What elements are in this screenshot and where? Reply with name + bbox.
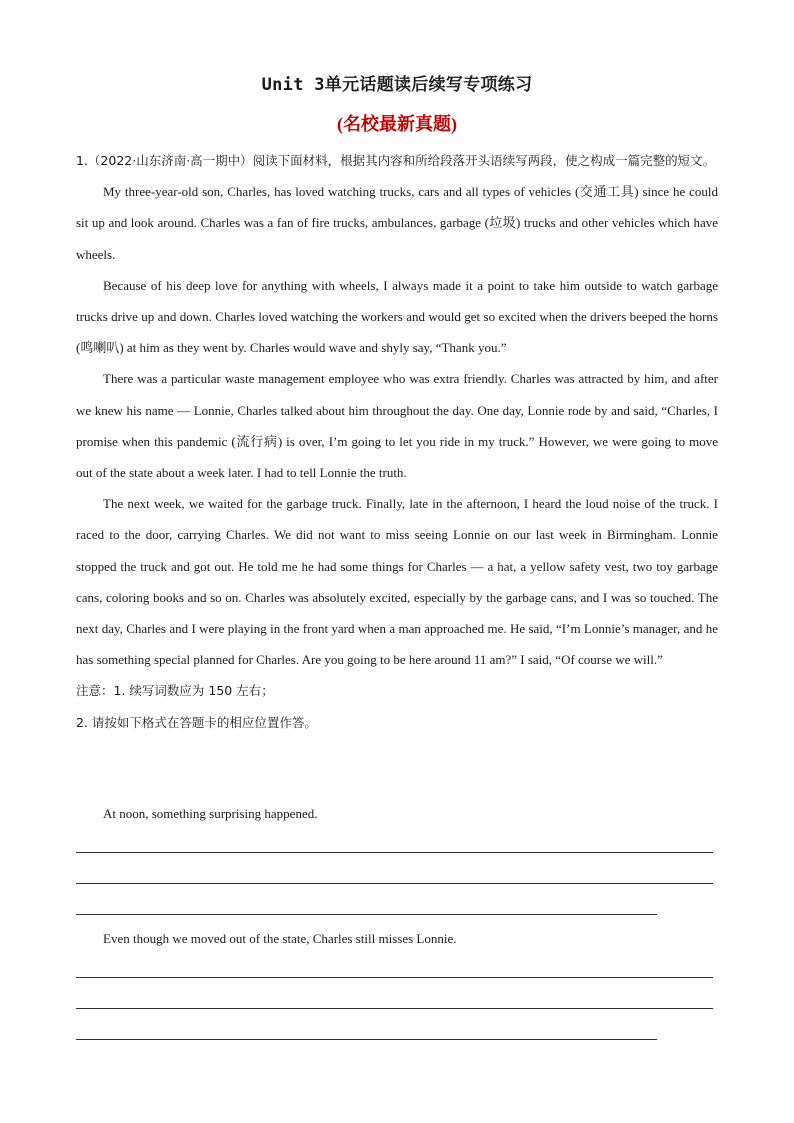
question-body: [76, 145, 718, 738]
passage-paragraph-2: Because of his deep love for anything with wheels, I always made it a point to take him outside to watch garbage trucks drive up and down. Charles loved watching the workers and would get so excited when the drivers beeped the horns (鸣喇叭) at him as they went by. Charles would wave and shyly say, “Thank you.”: [76, 277, 718, 356]
continuation-prompt-1: At noon, something surprising happened.: [103, 806, 318, 821]
note-1: 注意：1. 续写词数应为 150 左右；: [76, 683, 274, 699]
answer-line[interactable]: [76, 1008, 713, 1009]
continuation-prompt-2: Even though we moved out of the state, Charles still misses Lonnie.: [103, 931, 457, 946]
note-2: 2. 请按如下格式在答题卡的相应位置作答。: [76, 714, 317, 730]
passage-paragraph-1: My three-year-old son, Charles, has loved watching trucks, cars and all types of vehicles (交通工具) since he could sit up and look around. Charles was a fan of fire trucks, ambulances, garbage (垃圾) trucks and other vehicles which have wheels.: [76, 184, 718, 262]
answer-line[interactable]: [76, 883, 713, 884]
passage-paragraph-3: There was a particular waste management employee who was extra friendly. Charles was attracted by him, and after we knew his name — Lonnie, Charles talked about him throughout the day. One day, Lonnie rode by and said, “Charles, I promise when this pandemic (流行病) is over, I’m going to let you ride in my truck.” However, we were going to move out of the state about a week later. I had to tell Lonnie the truth.: [76, 371, 718, 481]
answer-line[interactable]: [76, 1039, 657, 1040]
answer-line[interactable]: [76, 914, 657, 915]
passage-paragraph-4: The next week, we waited for the garbage truck. Finally, late in the afternoon, I heard the loud noise of the truck. I raced to the door, carrying Charles. We did not want to miss seeing Lonnie on our last week in Birmingham. Lonnie stopped the truck and got out. He told me he had some things for Charles — a hat, a yellow safety vest, two toy garbage cans, coloring books and so on. Charles was absolutely excited, especially by the garbage cans, and I was so touched. The next day, Charles and I were playing in the front yard when a man approached me. He said, “I’m Lonnie’s manager, and he has something special planned for Charles. Are you going to be here around 11 am?” I said, “Of course we will.”: [76, 496, 718, 668]
answer-line[interactable]: [76, 852, 713, 853]
question-intro: 1.（2022·山东济南·高一期中）阅读下面材料，根据其内容和所给段落开头语续写两段，使之构成一篇完整的短文。: [76, 153, 716, 168]
answer-line[interactable]: [76, 977, 713, 978]
page-title: Unit 3单元话题读后续写专项练习: [261, 75, 533, 95]
page-subtitle: (名校最新真题): [337, 114, 457, 134]
